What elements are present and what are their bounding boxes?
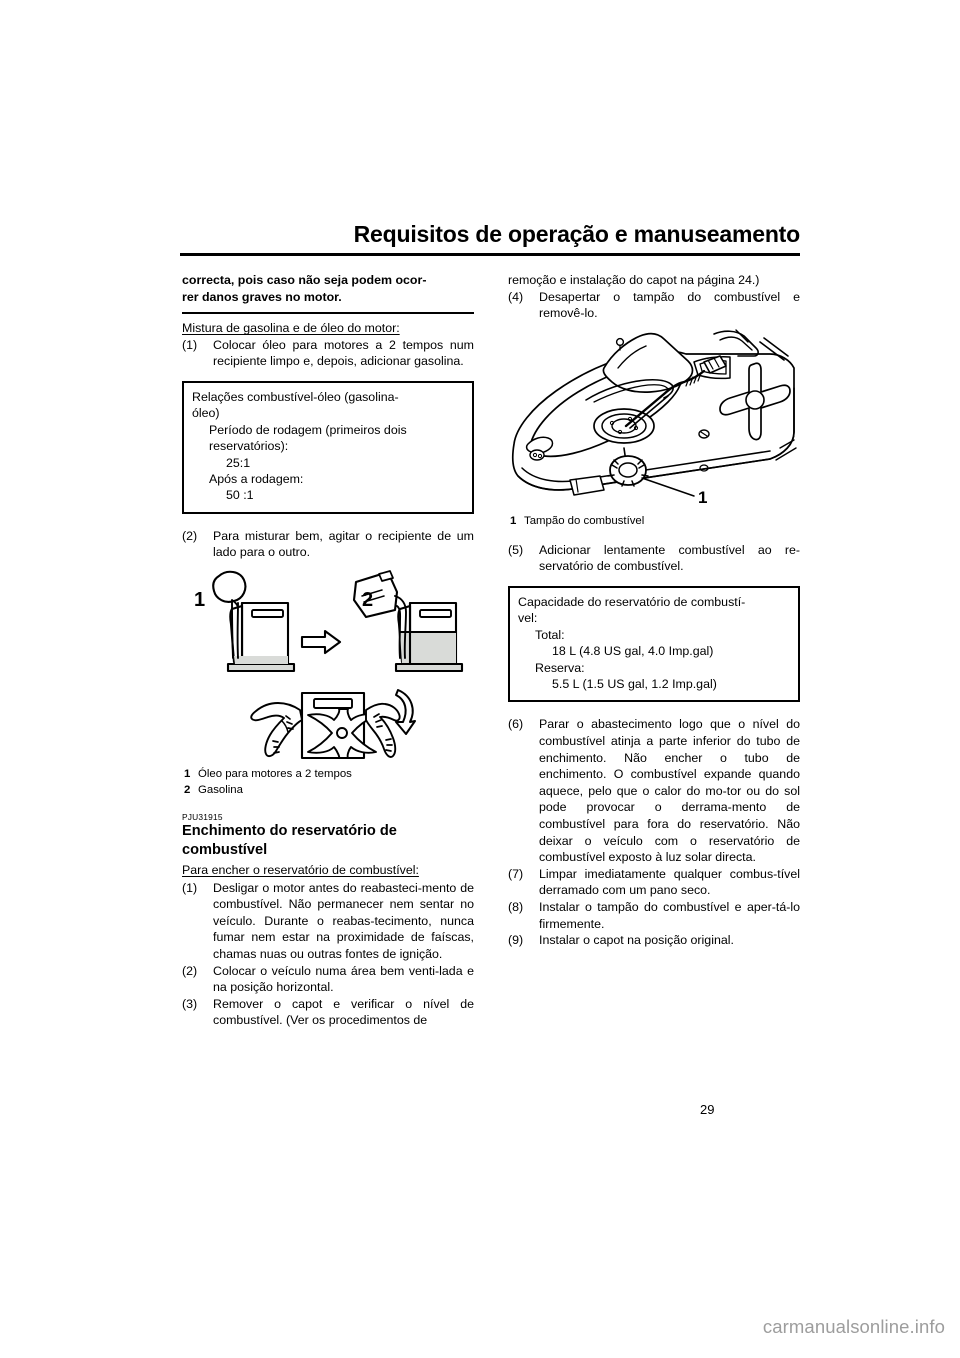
list-marker: (6) (508, 717, 524, 732)
list-marker: (1) (182, 880, 198, 895)
list-item-text: Limpar imediatamente qualquer combus-tível derramado com um pano seco. (539, 866, 800, 898)
mixing-illustration (182, 570, 474, 766)
legend-label: Óleo para motores a 2 tempos (198, 768, 352, 780)
page-number: 29 (700, 1102, 715, 1117)
capacity-total-value: 18 L (4.8 US gal, 4.0 Imp.gal) (552, 644, 714, 659)
capacity-title-line1: Capacidade do reservatório de combustí- (518, 594, 746, 609)
list-item-text: Parar o abastecimento logo que o nível do combustível atinja a parte inferior do tubo de enchimento. Não encher o tubo de enchimento. O combustível expande quando aquece, pelo que o calor do mo-tor ou do sol pode provocar o derrama-mento de combustível para fora do reservatório. Não deixar o veículo com o reservatório de combustível exposto à luz solar directa. (539, 717, 800, 865)
warning-text-line2: rer danos graves no motor. (182, 289, 342, 304)
list-marker: (3) (182, 996, 198, 1011)
watercraft-fuel-cap-illustration (508, 328, 800, 513)
capacity-reserve-label: Reserva: (535, 660, 585, 675)
list-item-text: Colocar o veículo numa área bem venti-lada e na posição horizontal. (213, 963, 474, 995)
list-marker: (1) (182, 337, 198, 352)
list-item-text: Adicionar lentamente combustível ao re-servatório de combustível. (539, 542, 800, 574)
callout-1: 1 (194, 589, 206, 611)
list-item-text: Colocar óleo para motores a 2 tempos num recipiente limpo e, depois, adicionar gasolina. (213, 337, 474, 369)
legend-item (508, 514, 800, 529)
list-item-text: Instalar o capot na posição original. (539, 933, 734, 948)
legend-number: 1 (184, 768, 191, 780)
break-in-label-line2: reservatórios): (209, 439, 289, 454)
list-item-text: Desligar o motor antes do reabasteci-mento de combustível. Não permanecer nem sentar no veículo. Durante o reabas-tecimento, nunca fumar nem estar na proximidade de faíscas, chamas nuas ou outras fontes de ignição. (213, 880, 474, 961)
legend-item (182, 783, 474, 798)
break-in-value: 25:1 (226, 455, 251, 470)
list-marker: (8) (508, 899, 524, 914)
list-item (508, 716, 800, 865)
continuation-text: remoção e instalação do capot na página 24.) (508, 273, 760, 287)
list-item (508, 542, 800, 575)
list-item (182, 880, 474, 963)
figure-fuel-cap (508, 328, 800, 513)
list-marker: (5) (508, 542, 524, 557)
section-title-line1: Enchimento do reservatório de (182, 823, 397, 839)
break-in-label-line1: Período de rodagem (primeiros dois (209, 422, 407, 437)
section-title-line2: combustível (182, 841, 268, 858)
section-code: PJU31915 (182, 812, 223, 822)
list-item (182, 963, 474, 996)
left-column (182, 272, 474, 1029)
callout-1: 1 (698, 487, 708, 507)
list-item (508, 932, 800, 949)
fuel-oil-ratio-box (182, 381, 474, 514)
right-column (508, 272, 800, 949)
list-item-text: Instalar o tampão do combustível e aper-tá-lo firmemente. (539, 899, 800, 931)
figure-mixing-fuel (182, 570, 474, 766)
watermark: carmanualsonline.info (762, 1316, 945, 1337)
list-marker: (2) (182, 528, 198, 543)
header-divider (180, 253, 800, 256)
legend-item (182, 767, 474, 782)
list-item (182, 528, 474, 561)
capacity-reserve-value: 5.5 L (1.5 US gal, 1.2 Imp.gal) (552, 677, 717, 691)
warning-text-line1: correcta, pois caso não seja podem ocor- (182, 273, 427, 287)
after-break-in-value: 50 :1 (226, 488, 254, 503)
legend-number: 1 (510, 514, 517, 527)
after-break-in-label: Após a rodagem: (209, 472, 304, 486)
legend-label: Gasolina (198, 784, 243, 796)
list-marker: (4) (508, 289, 524, 304)
section-lead-in: Para encher o reservatório de combustível: (182, 863, 419, 877)
capacity-title-line2: vel: (518, 611, 538, 626)
list-marker: (7) (508, 866, 524, 881)
capacity-total-label: Total: (535, 627, 565, 642)
ratio-title-line1: Relações combustível-óleo (gasolina- (192, 389, 399, 404)
list-item (508, 866, 800, 899)
list-item-text: Para misturar bem, agitar o recipiente de um lado para o outro. (213, 528, 474, 560)
list-item (508, 289, 800, 322)
page-title: Requisitos de operação e manuseamento (353, 221, 800, 247)
list-marker: (9) (508, 933, 524, 948)
mixing-heading: Mistura de gasolina e de óleo do motor: (182, 321, 400, 336)
list-item (182, 996, 474, 1029)
callout-2: 2 (362, 589, 374, 611)
list-item (508, 899, 800, 932)
legend-label: Tampão do combustível (524, 514, 645, 527)
ratio-title-line2: óleo) (192, 406, 220, 421)
section-divider (182, 312, 474, 314)
fuel-capacity-box (508, 586, 800, 702)
list-item-text: Remover o capot e verificar o nível de combustível. (Ver os procedimentos de (213, 996, 474, 1028)
list-item (182, 337, 474, 370)
list-marker: (2) (182, 963, 198, 978)
legend-number: 2 (184, 784, 191, 796)
list-item-text: Desapertar o tampão do combustível e removê-lo. (539, 289, 800, 321)
